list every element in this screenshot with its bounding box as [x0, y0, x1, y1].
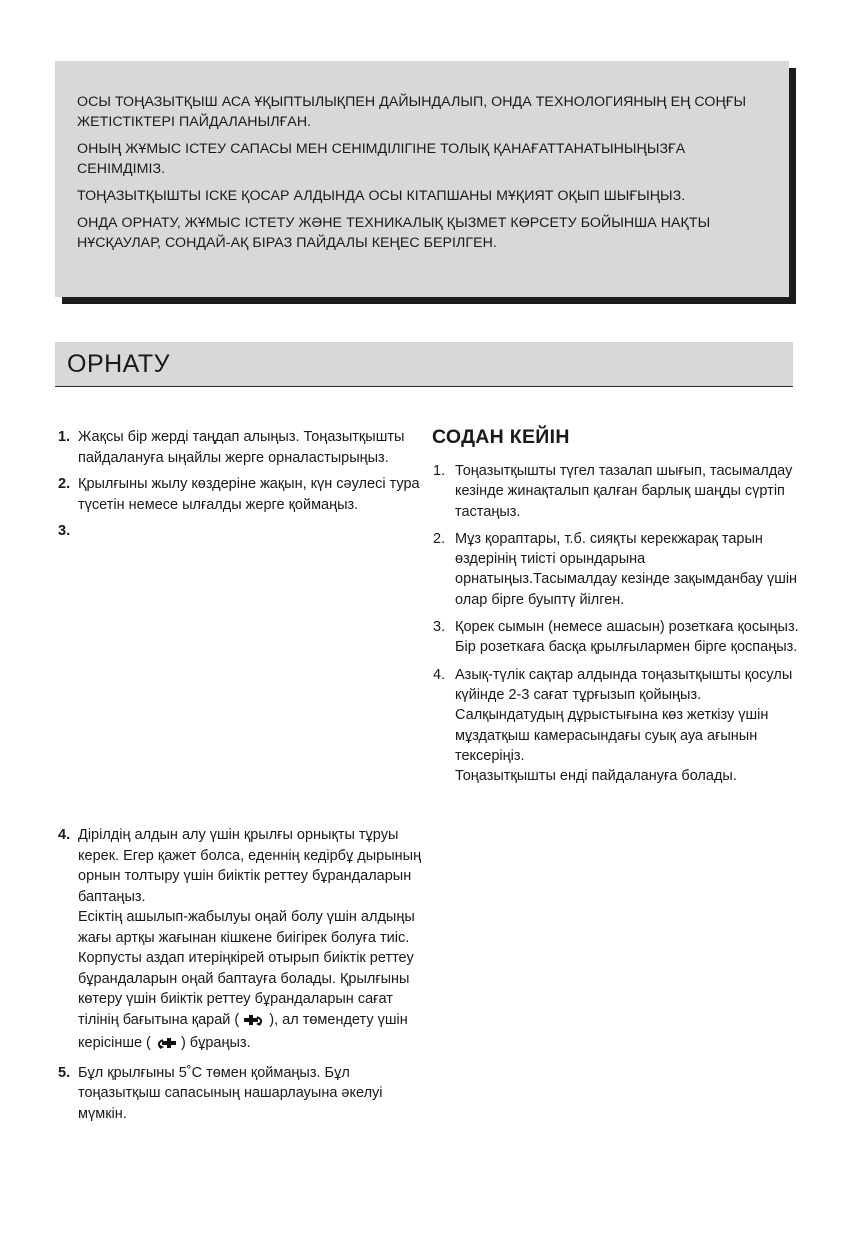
lower-rotation-icon: [155, 1036, 177, 1057]
list-item: [58, 825, 430, 1057]
list-item: [58, 1063, 430, 1125]
intro-paragraph: ОСЫ ТОҢАЗЫТҚЫШ АСА ҰҚЫПТЫЛЫҚПЕН ДАЙЫНДАЛЫП, ОНДА ТЕХНОЛОГИЯНЫҢ ЕҢ СОҢҒЫ ЖЕТІСТІКТЕРІ ПАЙДАЛАНЫЛҒАН.: [77, 94, 747, 130]
list-item: [433, 617, 803, 658]
list-item: [58, 427, 430, 468]
item-number: 3.: [433, 619, 446, 636]
item-number: 3.: [58, 523, 71, 539]
intro-paragraph: ТОҢАЗЫТҚЫШТЫ ІСКЕ ҚОСАР АЛДЫНДА ОСЫ КІТАПШАНЫ МҰҚИЯТ ОҚЫП ШЫҒЫҢЫЗ.: [77, 188, 686, 204]
list-item: [58, 521, 430, 542]
after-list: [433, 461, 803, 786]
item-text: Қорек сымын (немесе ашасын) розеткаға қосыңыз. Бір розеткаға басқа қрылғылармен бірге қоспаңыз.: [455, 619, 799, 656]
item-number: 1.: [433, 463, 446, 479]
item-text: Бұл қрылғыны 5˚C төмен қоймаңыз. Бұл тоңазытқыш сапасының нашарлауына әкелуі мүмкін.: [78, 1064, 383, 1122]
intro-paragraph: ОНЫҢ ЖҰМЫС ІСТЕУ САПАСЫ МЕН СЕНІМДІЛІГІНЕ ТОЛЫҚ ҚАНАҒАТТАНАТЫНЫҢЫЗҒА СЕНІМДІМІЗ.: [77, 141, 686, 177]
item-number: 4.: [433, 666, 446, 683]
item-text: Мұз қораптары, т.б. сияқты керекжарақ тарын өздерінің тиісті орындарына орнатыңыз.Тасымалдау кезінде зақымданбау үшін олар бірге буыптү йілген.: [455, 530, 798, 608]
item-text-empty: [78, 521, 430, 542]
item-number: 2.: [58, 476, 71, 492]
item-number: 5.: [58, 1064, 71, 1081]
section-title: ОРНАТУ: [55, 342, 793, 387]
item-text-segment: ) бұраңыз.: [180, 1035, 251, 1051]
item-text: Тоңазытқышты түгел тазалап шығып, тасымалдау кезінде жинақталып қалған барлық шаңды сүртіп тастаңыз.: [455, 463, 793, 520]
list-item: [58, 474, 430, 515]
item-paragraph: Азық-түлік сақтар алдында тоңазытқышты қосулы күйінде 2-3 сағат тұрғызып қойыңыз.: [455, 666, 793, 703]
item-paragraph: Есіктің ашылып-жабылуы оңай болу үшін алдыңы жағы артқы жағынан кішкене биігірек болуға тиіс.: [78, 909, 415, 946]
intro-paragraph: ОНДА ОРНАТУ, ЖҰМЫС ІСТЕТУ ЖӘНЕ ТЕХНИКАЛЫҚ ҚЫЗМЕТ КӨРСЕТУ БОЙЫНША НАҚТЫ НҰСҚАУЛАР, СОНДАЙ-АҚ БІРАЗ ПАЙДАЛЫ КЕҢЕС БЕРІЛГЕН.: [77, 215, 711, 251]
installation-list-bottom: [58, 825, 430, 1124]
item-paragraph: Тоңазытқышты енді пайдалануға болады.: [455, 768, 737, 785]
list-item: [433, 665, 803, 787]
installation-list-top: [58, 427, 430, 542]
sub-heading: СОДАН КЕЙІН: [432, 426, 570, 448]
item-text-segment: ), ал төмендету үшін керісінше (: [78, 1011, 408, 1051]
list-item: [433, 529, 803, 610]
item-number: 1.: [58, 429, 71, 445]
item-text: [78, 825, 430, 1057]
list-item: [433, 461, 803, 522]
intro-notice: [55, 61, 789, 297]
raise-rotation-icon: [243, 1013, 265, 1034]
item-text-segment: Корпусты аздап итеріңкірей отырып биіктік реттеу бұрандаларын оңай баптауға болады. Қрылғыны көтеру үшін биіктік реттеу бұрандаларын сағат тілінің бағытына қарай (: [78, 950, 414, 1028]
item-number: 4.: [58, 827, 71, 843]
item-text: Қрылғыны жылу көздеріне жақын, күн сәулесі тура түсетін немесе ылғалды жерге қоймаңыз.: [78, 476, 420, 513]
item-text: [455, 665, 803, 787]
item-number: 2.: [433, 530, 446, 547]
item-text: Жақсы бір жерді таңдап алыңыз. Тоңазытқышты пайдалануға ыңайлы жерге орналастырыңыз.: [78, 429, 405, 466]
item-paragraph: Салқындатудың дұрыстығына көз жеткізу үшін мұздатқыш камерасындағы суық ауа ағынын тексеріңіз.: [455, 707, 769, 764]
item-paragraph: [78, 948, 430, 1057]
item-paragraph: Дірілдің алдын алу үшін қрылғы орнықты тұруы керек. Егер қажет болса, еденнің кедірбұ дырының орнын толтыру үшін биіктік реттеу бұрандаларын баптаңыз.: [78, 827, 422, 905]
